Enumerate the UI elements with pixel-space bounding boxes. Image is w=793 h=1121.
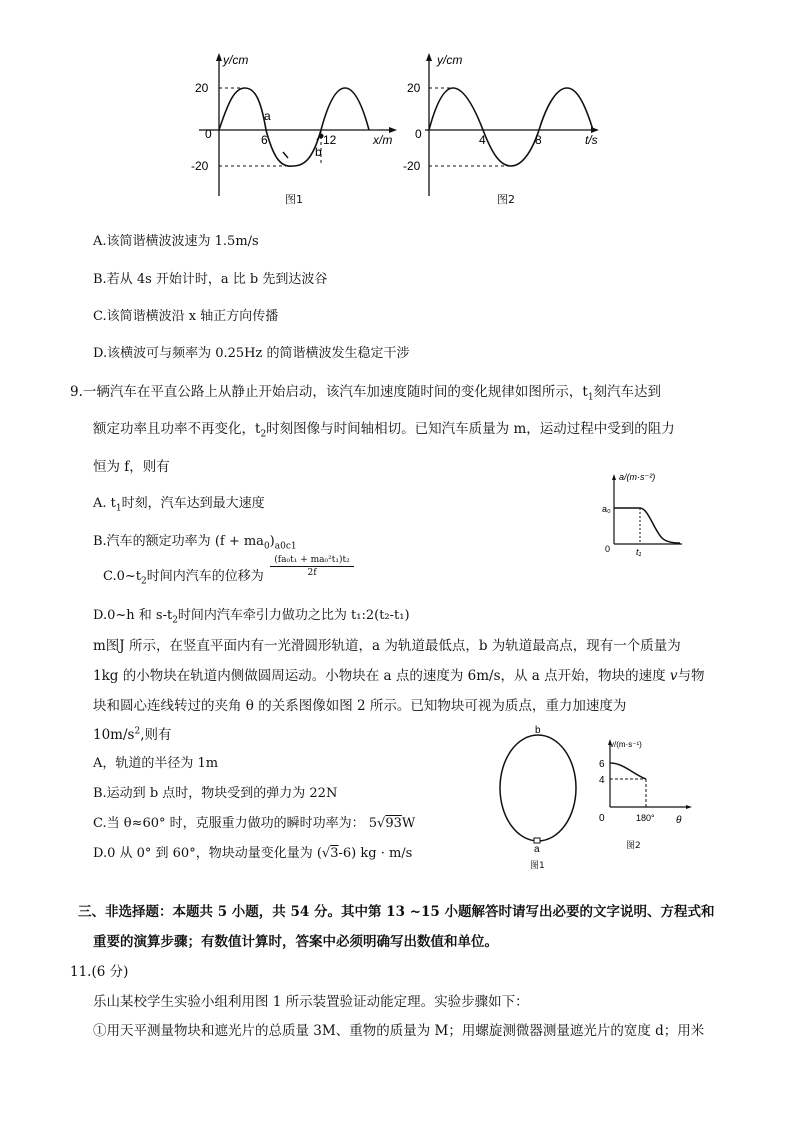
wave1-tick-12: 12: [323, 133, 337, 147]
q10-option-a: A，轨道的半径为 1m: [93, 756, 219, 771]
q10-graph-y4: 4: [599, 775, 605, 786]
q10-fig1-a: a: [534, 844, 540, 855]
wave-graph-1: [191, 48, 405, 208]
q11-line2: ①用天平测量物块和遮光片的总质量 3M、重物的质量为 M；用螺旋测微器测量遮光片的宽度 d；用米: [93, 1023, 705, 1039]
q10-graph-xlabel: θ: [676, 815, 682, 826]
q9-accel-graph: [600, 468, 685, 560]
q10-fig1-b: b: [535, 725, 541, 736]
q10-stem-line1: m图J 所示，在竖直平面内有一光滑圆形轨道，a 为轨道最低点，b 为轨道最高点，现有一个质量为: [93, 638, 681, 654]
q9-graph-t1: t₁: [636, 547, 642, 557]
wave1-caption: 图1: [285, 193, 303, 206]
wave1-point-b: b: [315, 145, 322, 159]
q10-option-c: C.当 θ≈60° 时，克服重力做功的瞬时功率为： 5√93W: [93, 816, 416, 831]
q10-fig1-caption: 图1: [530, 861, 545, 871]
wave1-origin: 0: [205, 127, 212, 141]
q9-option-c-fraction: [270, 555, 354, 578]
q9-option-d: D.0~h 和 $s-t_2$时间内汽车牵引力做功之比为 t₁:2(t₂-t₁): [93, 608, 410, 626]
q9-graph-a0: a₀: [602, 504, 611, 514]
wave1-yneg: -20: [191, 159, 209, 173]
section3-heading-line2: 重要的演算步骤；有数值计算时，答案中必须明确写出数值和单位。: [93, 934, 498, 950]
fraction-denominator: 2f: [307, 568, 317, 578]
sqrt-symbol-2: √: [321, 846, 331, 861]
wave2-tick-4: 4: [479, 133, 486, 147]
q9-graph-ylabel: a/(m·s⁻²): [619, 472, 656, 482]
wave-graph-2: [405, 48, 605, 208]
q10-stem-line4: $10m/s^2$,则有: [93, 726, 172, 743]
q9-option-c: $C.0\sim t_2$时间内汽车的位移为: [103, 569, 264, 587]
section3-heading-line1: 三、非选择题：本题共 5 小题，共 54 分。其中第 13 ~15 小题解答时请写出必要的文字说明、方程式和: [78, 904, 715, 920]
q10-circle-track-figure: [490, 722, 590, 855]
wave2-tick-8: 8: [535, 133, 542, 147]
q9-graph-origin: 0: [605, 544, 611, 554]
q10-graph-origin: 0: [599, 813, 605, 824]
wave2-origin: 0: [415, 127, 422, 141]
q9-stem-line1: 9.一辆汽车在平直公路上从静止开始启动，该汽车加速度随时间的变化规律如图所示，$t_1$刻汽车达到: [70, 384, 662, 403]
q10-stem-line3: 块和圆心连线转过的夹角 θ 的关系图像如图 2 所示。已知物块可视为质点，重力加速度为: [93, 698, 627, 714]
q9-option-b: B.汽车的额定功率为 $(f + ma_0)_{a0c1}$: [93, 534, 297, 552]
wave1-xlabel: x/m: [373, 133, 393, 147]
wave2-ylabel: y/cm: [437, 53, 463, 67]
wave2-yneg: -20: [403, 159, 421, 173]
wave1-tick-6: 6: [261, 133, 268, 147]
sqrt-symbol: √: [377, 816, 386, 831]
q9-stem-line3: 恒为 f，则有: [93, 459, 170, 475]
q10-graph-x180: 180°: [636, 813, 655, 823]
q8-option-c: C.该简谐横波沿 x 轴正方向传播: [93, 309, 279, 324]
wave1-ypos: 20: [195, 81, 209, 95]
q9-stem-line2: 额定功率且功率不再变化，$t_2$时刻图像与时间轴相切。已知汽车质量为 m，运动过程中受到的阻力: [93, 421, 675, 440]
wave2-xlabel: t/s: [585, 133, 598, 147]
q10-graph-y6: 6: [599, 759, 605, 770]
q10-stem-line2: 1kg 的小物块在轨道内侧做圆周运动。小物块在 a 点的速度为 6m/s，从 a 点开始，物块的速度 v与物: [93, 668, 705, 684]
q11-line1: 乐山某校学生实验小组利用图 1 所示装置验证动能定理。实验步骤如下：: [93, 994, 529, 1010]
q10-option-d: D.0 从 0° 到 60°，物块动量变化量为 (√3-6) kg · m/s: [93, 846, 413, 861]
q10-option-b: B.运动到 b 点时，物块受到的弹力为 22N: [93, 786, 338, 801]
q10-graph-ylabel: v/(m·s⁻¹): [610, 740, 642, 749]
q10-velocity-graph: [588, 735, 698, 835]
wave1-ylabel: y/cm: [223, 53, 249, 67]
q11-header: 11.(6 分): [70, 964, 129, 980]
q8-option-b: B.若从 4s 开始计时，a 比 b 先到达波谷: [93, 272, 328, 287]
wave2-ypos: 20: [407, 81, 421, 95]
fraction-numerator: (fa₀t₁ + ma₀²t₁)t₂: [270, 555, 354, 567]
q9-option-a: A. $t_1$时刻，汽车达到最大速度: [93, 496, 265, 514]
q8-option-d: D.该横波可与频率为 0.25Hz 的简谐横波发生稳定干涉: [93, 346, 410, 361]
q10-fig2-caption: 图2: [626, 841, 641, 851]
q8-option-a: A.该简谐横波波速为 1.5m/s: [93, 234, 259, 249]
wave2-caption: 图2: [497, 193, 515, 206]
wave1-point-a: a: [264, 109, 271, 123]
